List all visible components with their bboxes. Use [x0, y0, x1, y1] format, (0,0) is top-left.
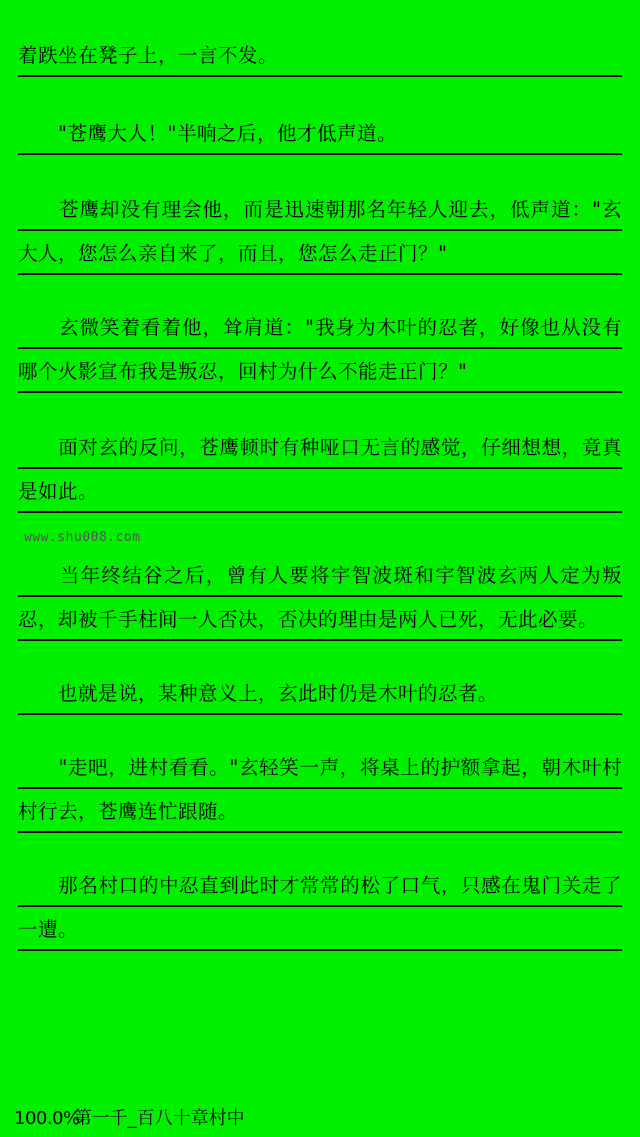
paragraph: 当年终结谷之后，曾有人要将宇智波斑和宇智波玄两人定为叛忍，却被千手柱间一人否决，否决的理由是两人已死，无此必要。	[18, 554, 622, 642]
paragraph: "苍鹰大人！"半响之后，他才低声道。	[18, 112, 622, 156]
reader-status-bar	[0, 1101, 640, 1137]
site-watermark: www.shu008.com	[24, 530, 141, 545]
reading-progress: 100.0%	[14, 1108, 80, 1129]
paragraph: 面对玄的反问，苍鹰顿时有种哑口无言的感觉，仔细想想，竟真是如此。	[18, 426, 622, 514]
paragraph: 玄微笑着看着他，耸肩道："我身为木叶的忍者，好像也从没有哪个火影宣布我是叛忍，回村为什么不能走正门？"	[18, 306, 622, 394]
paragraph: 苍鹰却没有理会他，而是迅速朝那名年轻人迎去，低声道："玄大人，您怎么亲自来了，而且，您怎么走正门？"	[18, 188, 622, 276]
chapter-title: 第一千_百八十章村中	[73, 1108, 245, 1129]
paragraph: 着跌坐在凳子上，一言不发。	[18, 34, 622, 78]
paragraph: 也就是说，某种意义上，玄此时仍是木叶的忍者。	[18, 672, 622, 716]
paragraph: "走吧，进村看看。"玄轻笑一声，将桌上的护额拿起，朝木叶村村行去，苍鹰连忙跟随。	[18, 746, 622, 834]
paragraph: 那名村口的中忍直到此时才常常的松了口气，只感在鬼门关走了一遭。	[18, 864, 622, 952]
